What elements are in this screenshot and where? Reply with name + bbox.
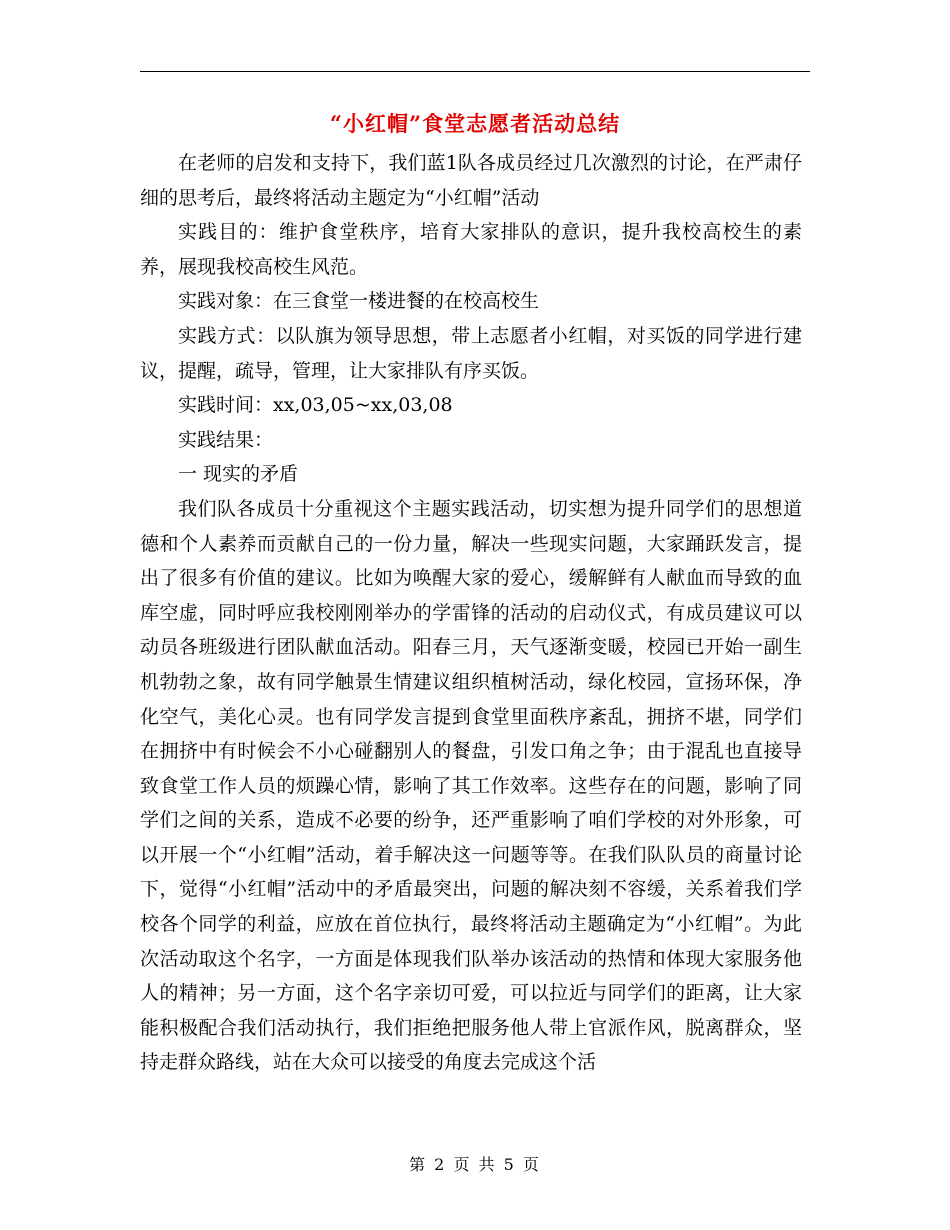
paragraph-method: 实践方式：以队旗为领导思想，带上志愿者小红帽，对买饭的同学进行建议，提醒，疏导，管理，让大家排队有序买饭。 [140,324,802,382]
paragraph-target: 实践对象：在三食堂一楼进餐的在校高校生 [178,290,540,313]
paragraph-purpose: 实践目的：维护食堂秩序，培育大家排队的意识，提升我校高校生的素养，展现我校高校生风范。 [140,221,802,278]
paragraph-time: 实践时间：xx,03,05~xx,03,08 [178,394,453,417]
document-title: “小红帽”食堂志愿者活动总结 [329,111,621,136]
section-heading: 一 现实的矛盾 [178,463,299,486]
paragraph-result-heading: 实践结果： [178,428,274,451]
page-number: 第 2 页 共 5 页 [409,1155,541,1174]
header-rule [140,71,810,72]
document-body [140,146,802,1080]
paragraph-main: 我们队各成员十分重视这个主题实践活动，切实想为提升同学们的思想道德和个人素养而贡献自己的一份力量，解决一些现实问题，大家踊跃发言，提出了很多有价值的建议。比如为唤醒大家的爱心，缓解鲜有人献血而导致的血库空虚，同时呼应我校刚刚举办的学雷锋的活动的启动仪式，有成员建议可以动员各班级进行团队献血活动。阳春三月，天气逐渐变暖，校园已开始一副生机勃勃之象，故有同学触景生情建议组织植树活动，绿化校园，宣扬环保，净化空气，美化心灵。也有同学发言提到食堂里面秩序紊乱，拥挤不堪，同学们在拥挤中有时候会不小心碰翻别人的餐盘，引发口角之争；由于混乱也直接导致食堂工作人员的烦躁心情，影响了其工作效率。这些存在的问题，影响了同学们之间的关系，造成不必要的纷争，还严重影响了咱们学校的对外形象，可以开展一个“小红帽”活动，着手解决这一问题等等。在我们队队员的商量讨论下，觉得“小红帽”活动中的矛盾最突出，问题的解决刻不容缓，关系着我们学校各个同学的利益，应放在首位执行，最终将活动主题确定为“小红帽”。为此次活动取这个名字，一方面是体现我们队举办该活动的热情和体现大家服务他人的精神；另一方面，这个名字亲切可爱，可以拉近与同学们的距离，让大家能积极配合我们活动执行，我们拒绝把服务他人带上官派作风，脱离群众，坚持走群众路线，站在大众可以接受的角度去完成这个活 [140,497,802,1074]
paragraph-intro: 在老师的启发和支持下，我们蓝1队各成员经过几次激烈的讨论，在严肃仔细的思考后，最终将活动主题定为“小红帽”活动 [140,152,802,209]
